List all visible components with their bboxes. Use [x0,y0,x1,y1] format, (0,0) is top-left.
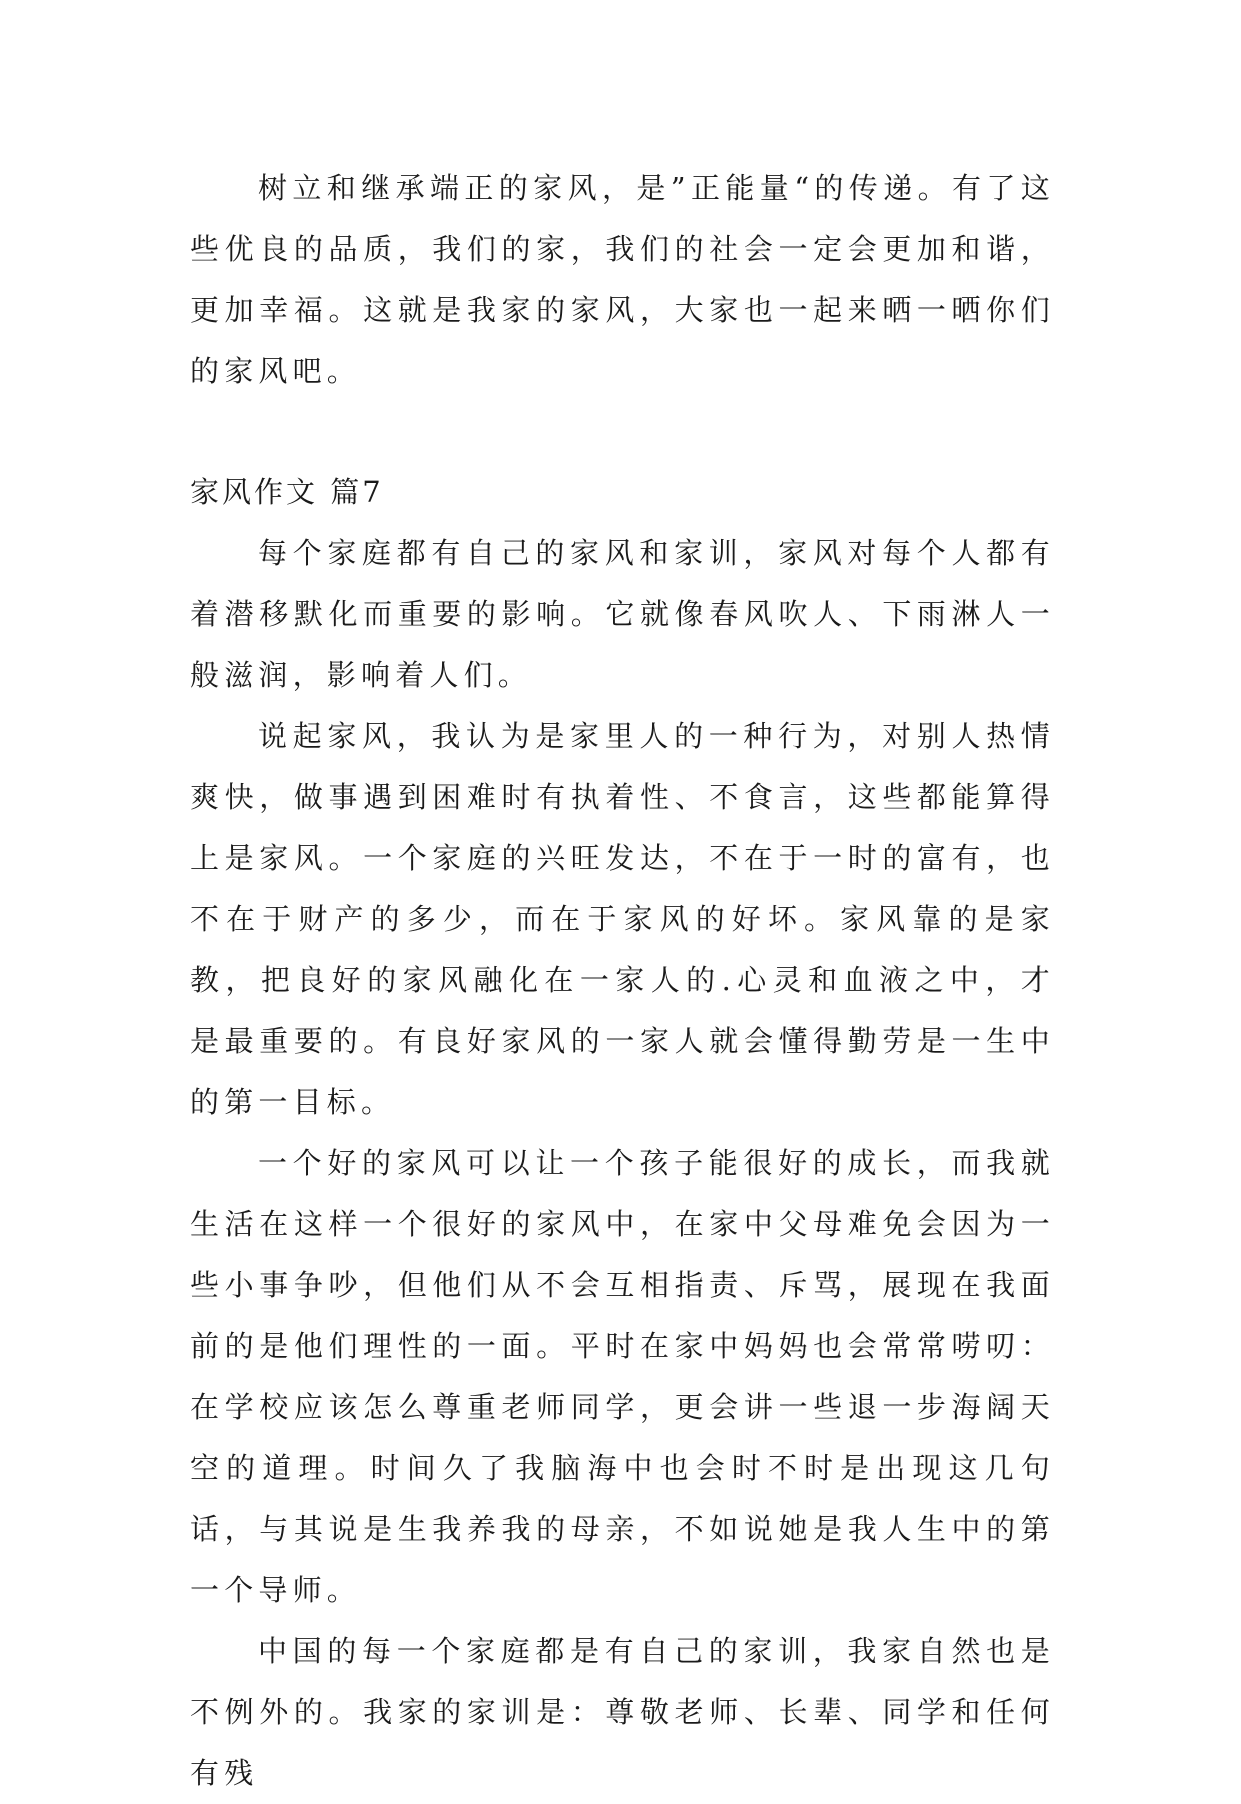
body-paragraph-1: 每个家庭都有自己的家风和家训，家风对每个人都有着潜移默化而重要的影响。它就像春风吹人、下雨淋人一般滋润，影响着人们。 [190,536,1055,692]
body-paragraph-2: 说起家风，我认为是家里人的一种行为，对别人热情爽快，做事遇到困难时有执着性、不食言，这些都能算得上是家风。一个家庭的兴旺发达，不在于一时的富有，也不在于财产的多少，而在于家风的好坏。家风靠的是家教，把良好的家风融化在一家人的.心灵和血液之中，才是最重要的。有良好家风的一家人就会懂得勤劳是一生中的第一目标。 [190,719,1055,1119]
section-title: 家风作文 篇7 [190,475,384,509]
body-paragraph-3: 一个好的家风可以让一个孩子能很好的成长，而我就生活在这样一个很好的家风中，在家中父母难免会因为一些小事争吵，但他们从不会互相指责、斥骂，展现在我面前的是他们理性的一面。平时在家中妈妈也会常常唠叨：在学校应该怎么尊重老师同学，更会讲一些退一步海阔天空的道理。时间久了我脑海中也会时不时是出现这几句话，与其说是生我养我的母亲，不如说她是我人生中的第一个导师。 [190,1146,1055,1607]
intro-paragraph: 树立和继承端正的家风，是”正能量“的传递。有了这些优良的品质，我们的家，我们的社会一定会更加和谐，更加幸福。这就是我家的家风，大家也一起来晒一晒你们的家风吧。 [190,171,1055,388]
body-paragraph-4: 中国的每一个家庭都是有自己的家训，我家自然也是不例外的。我家的家训是：尊敬老师、长辈、同学和任何有残 [190,1634,1055,1790]
document-body [190,158,1055,1804]
